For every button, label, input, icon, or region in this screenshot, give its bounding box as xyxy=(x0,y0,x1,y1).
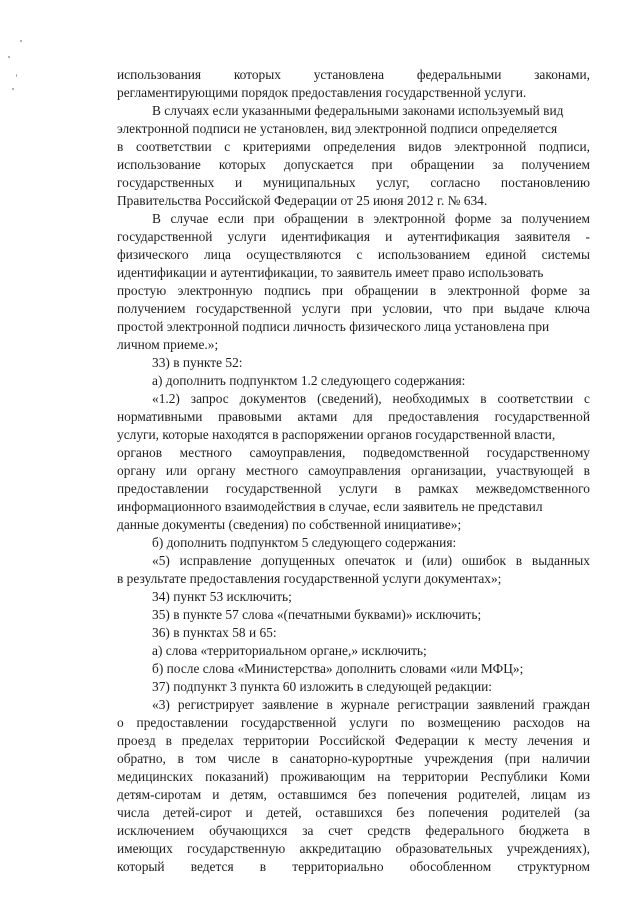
text-line: получением государственной услуги при условии, что при выдаче ключа xyxy=(117,301,590,316)
text-line: личном приеме.»; xyxy=(117,337,219,352)
text-line: о предоставлении государственной услуги по возмещению расходов на xyxy=(117,715,590,730)
text-line: идентификации и аутентификации, то заявитель имеет право использовать xyxy=(117,265,544,280)
text-line: органу или органу местного самоуправления организации, участвующей в xyxy=(117,463,590,478)
text-line: использование которых допускается при обращении за получением xyxy=(117,157,590,172)
text-line: детям-сиротам и детям, оставшимся без попечения родителей, лицам из xyxy=(117,787,590,802)
text-line: «3) регистрирует заявление в журнале регистрации заявлений граждан xyxy=(152,697,590,712)
text-line: исключением обучающихся за счет средств федерального бюджета в xyxy=(117,823,590,838)
scan-margin-marks xyxy=(6,40,26,100)
text-line: а) дополнить подпунктом 1.2 следующего содержания: xyxy=(152,373,466,388)
text-line: медицинских показаний) проживающим на территории Республики Коми xyxy=(117,769,590,784)
text-line: проезд в пределах территории Российской Федерации к месту лечения и xyxy=(117,733,590,748)
text-line: 37) подпункт 3 пункта 60 изложить в следующей редакции: xyxy=(152,679,492,694)
text-line: Правительства Российской Федерации от 25 июня 2012 г. № 634. xyxy=(117,193,488,208)
text-line: а) слова «территориальном органе,» исключить; xyxy=(152,643,427,658)
text-line: 35) в пункте 57 слова «(печатными буквами)» исключить; xyxy=(152,607,482,622)
text-line: В случае если при обращении в электронной форме за получением xyxy=(152,211,590,226)
text-line: данные документы (сведения) по собственной инициативе»; xyxy=(117,517,462,532)
text-line: б) дополнить подпунктом 5 следующего содержания: xyxy=(152,535,457,550)
text-line: государственной услуги идентификация и аутентификация заявителя - xyxy=(117,229,590,244)
text-line: обратно, в том числе в санаторно-курортные учреждения (при наличии xyxy=(117,751,590,766)
text-line: использования которых установлена федеральными законами, xyxy=(117,67,590,82)
text-line: физического лица осуществляются с использованием единой системы xyxy=(117,247,590,262)
text-line: регламентирующими порядок предоставления государственной услуги. xyxy=(117,85,527,100)
text-line: б) после слова «Министерства» дополнить словами «или МФЦ»; xyxy=(152,661,524,676)
text-line: «5) исправление допущенных опечаток и (или) ошибок в выданных xyxy=(152,553,590,568)
text-line: 34) пункт 53 исключить; xyxy=(152,589,292,604)
text-line: в соответствии с критериями определения видов электронной подписи, xyxy=(117,139,590,154)
text-line: информационного взаимодействия в случае, если заявитель не представил xyxy=(117,499,543,514)
text-line: государственных и муниципальных услуг, согласно постановлению xyxy=(117,175,590,190)
text-line: электронной подписи не установлен, вид электронной подписи определяется xyxy=(117,121,558,136)
text-line: 36) в пунктах 58 и 65: xyxy=(152,625,277,640)
text-line: В случаях если указанными федеральными законами используемый вид xyxy=(152,103,564,118)
text-line: простой электронной подписи личность физического лица установлена при xyxy=(117,319,550,334)
text-line: числа детей-сирот и детей, оставшихся без попечения родителей (за xyxy=(117,805,590,820)
text-line: нормативными правовыми актами для предоставления государственной xyxy=(117,409,590,424)
text-line: органов местного самоуправления, подведомственной государственному xyxy=(117,445,590,460)
text-line: простую электронную подпись при обращении в электронной форме за xyxy=(117,283,590,298)
text-line: в результате предоставления государственной услуги документах»; xyxy=(117,571,502,586)
text-line: который ведется в территориально обособленном структурном xyxy=(117,859,590,874)
text-line: 33) в пункте 52: xyxy=(152,355,243,370)
text-line: услуги, которые находятся в распоряжении органов государственной власти, xyxy=(117,427,556,442)
text-line: имеющих государственную аккредитацию образовательных учреждениях), xyxy=(117,841,590,856)
text-line: предоставлении государственной услуги в рамках межведомственного xyxy=(117,481,590,496)
text-line: «1.2) запрос документов (сведений), необходимых в соответствии с xyxy=(152,391,590,406)
